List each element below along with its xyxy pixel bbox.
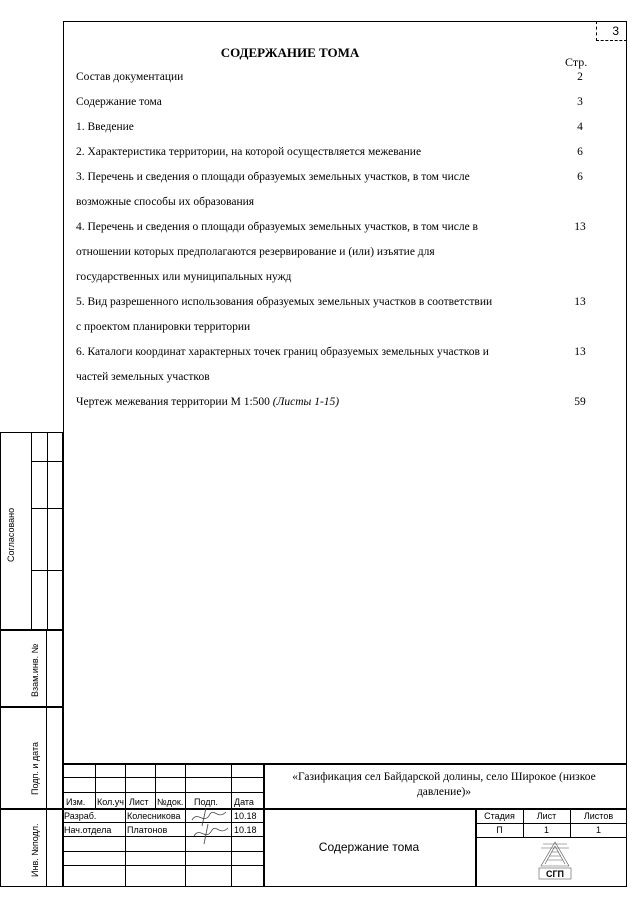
toc-entry-line: 5. Вид разрешенного использования образуемых земельных участков в соответствии [76, 296, 493, 308]
toc-entry-line: частей земельных участков [76, 371, 210, 383]
stamp-date-head: 10.18 [234, 825, 257, 835]
stamp-role-developer: Разраб. [64, 811, 97, 821]
toc-entry-page: 4 [577, 121, 583, 133]
page-column-header: Стр. [565, 55, 588, 69]
side-label-agreed: Согласовано [6, 507, 16, 562]
sheets-header: Листов [583, 811, 614, 821]
stage-header: Стадия [484, 811, 515, 821]
stamp-name-head: Платонов [127, 825, 168, 835]
toc-entry-line: 4. Перечень и сведения о площади образуемых земельных участков, в том числе в [76, 221, 478, 233]
stamp-header-data: Дата [234, 797, 254, 807]
stamp-header-izm: Изм. [66, 797, 86, 807]
stamp-header-koluch: Кол.уч [97, 797, 124, 807]
side-label-vzam: Взам.инв. № [30, 643, 40, 697]
toc-entry-page: 6 [577, 146, 583, 158]
sheet-value: 1 [543, 825, 549, 835]
stamp-date-developer: 10.18 [234, 811, 257, 821]
toc-entry-line: 1. Введение [76, 121, 134, 133]
toc-entry-text [76, 340, 556, 390]
side-label-sign-date: Подп. и дата [30, 741, 40, 795]
toc-entry-line: возможные способы их образования [76, 196, 255, 208]
toc-entry-sheets: (Листы 1-15) [272, 396, 340, 408]
toc-entry-page: 3 [577, 96, 583, 108]
stamp-name-developer: Колесникова [127, 811, 181, 821]
page-number: 3 [596, 21, 627, 41]
toc-entry-page: 13 [574, 346, 586, 358]
sheet-header: Лист [536, 811, 557, 821]
toc-entry-text [76, 115, 556, 140]
toc-entry-text: Чертеж межевания территории М 1:500 [76, 396, 273, 408]
toc-entry-line: 3. Перечень и сведения о площади образуемых земельных участков, в том числе [76, 171, 470, 183]
toc-entry-line: Содержание тома [76, 96, 162, 108]
toc-entry-page: 59 [574, 396, 586, 408]
sheets-value: 1 [595, 825, 601, 835]
toc-entry-text [76, 290, 556, 340]
toc-entry-line: отношении которых предполагаются резервирование и (или) изъятие для [76, 246, 435, 258]
toc-entry-line: с проектом планировки территории [76, 321, 251, 333]
toc-entry-text [76, 65, 556, 90]
stamp-top-line [63, 763, 627, 765]
toc-entry-line: 6. Каталоги координат характерных точек границ образуемых земельных участков и [76, 346, 489, 358]
stamp-header-list: Лист [129, 797, 149, 807]
stage-value: П [496, 825, 503, 835]
logo-text: СГП [545, 869, 565, 879]
company-logo [535, 840, 575, 880]
toc-entry-text [76, 140, 556, 165]
side-label-inv: Инв. №подл. [30, 823, 40, 877]
toc-entry-line: 2. Характеристика территории, на которой осуществляется межевание [76, 146, 422, 158]
toc-entry-text [76, 215, 556, 290]
stamp-header-podp: Подп. [194, 797, 218, 807]
stamp-role-head: Нач.отдела [64, 825, 112, 835]
toc-entry-text [76, 90, 556, 115]
toc-entry-page: 2 [577, 71, 583, 83]
toc-entry-page: 6 [577, 171, 583, 183]
page-title: СОДЕРЖАНИЕ ТОМА [220, 45, 360, 60]
signature-image [188, 806, 232, 846]
toc-entry-text [76, 165, 556, 215]
document-title: Содержание тома [318, 840, 420, 854]
project-title: «Газификация сел Байдарской долины, село Широкое (низкое давление)» [292, 771, 596, 798]
toc-entry-line: государственных или муниципальных нужд [76, 271, 292, 283]
toc-entry-line: Состав документации [76, 71, 184, 83]
toc-entry-page: 13 [574, 296, 586, 308]
stamp-header-ndok: №док. [157, 797, 184, 807]
toc-entry-page: 13 [574, 221, 586, 233]
